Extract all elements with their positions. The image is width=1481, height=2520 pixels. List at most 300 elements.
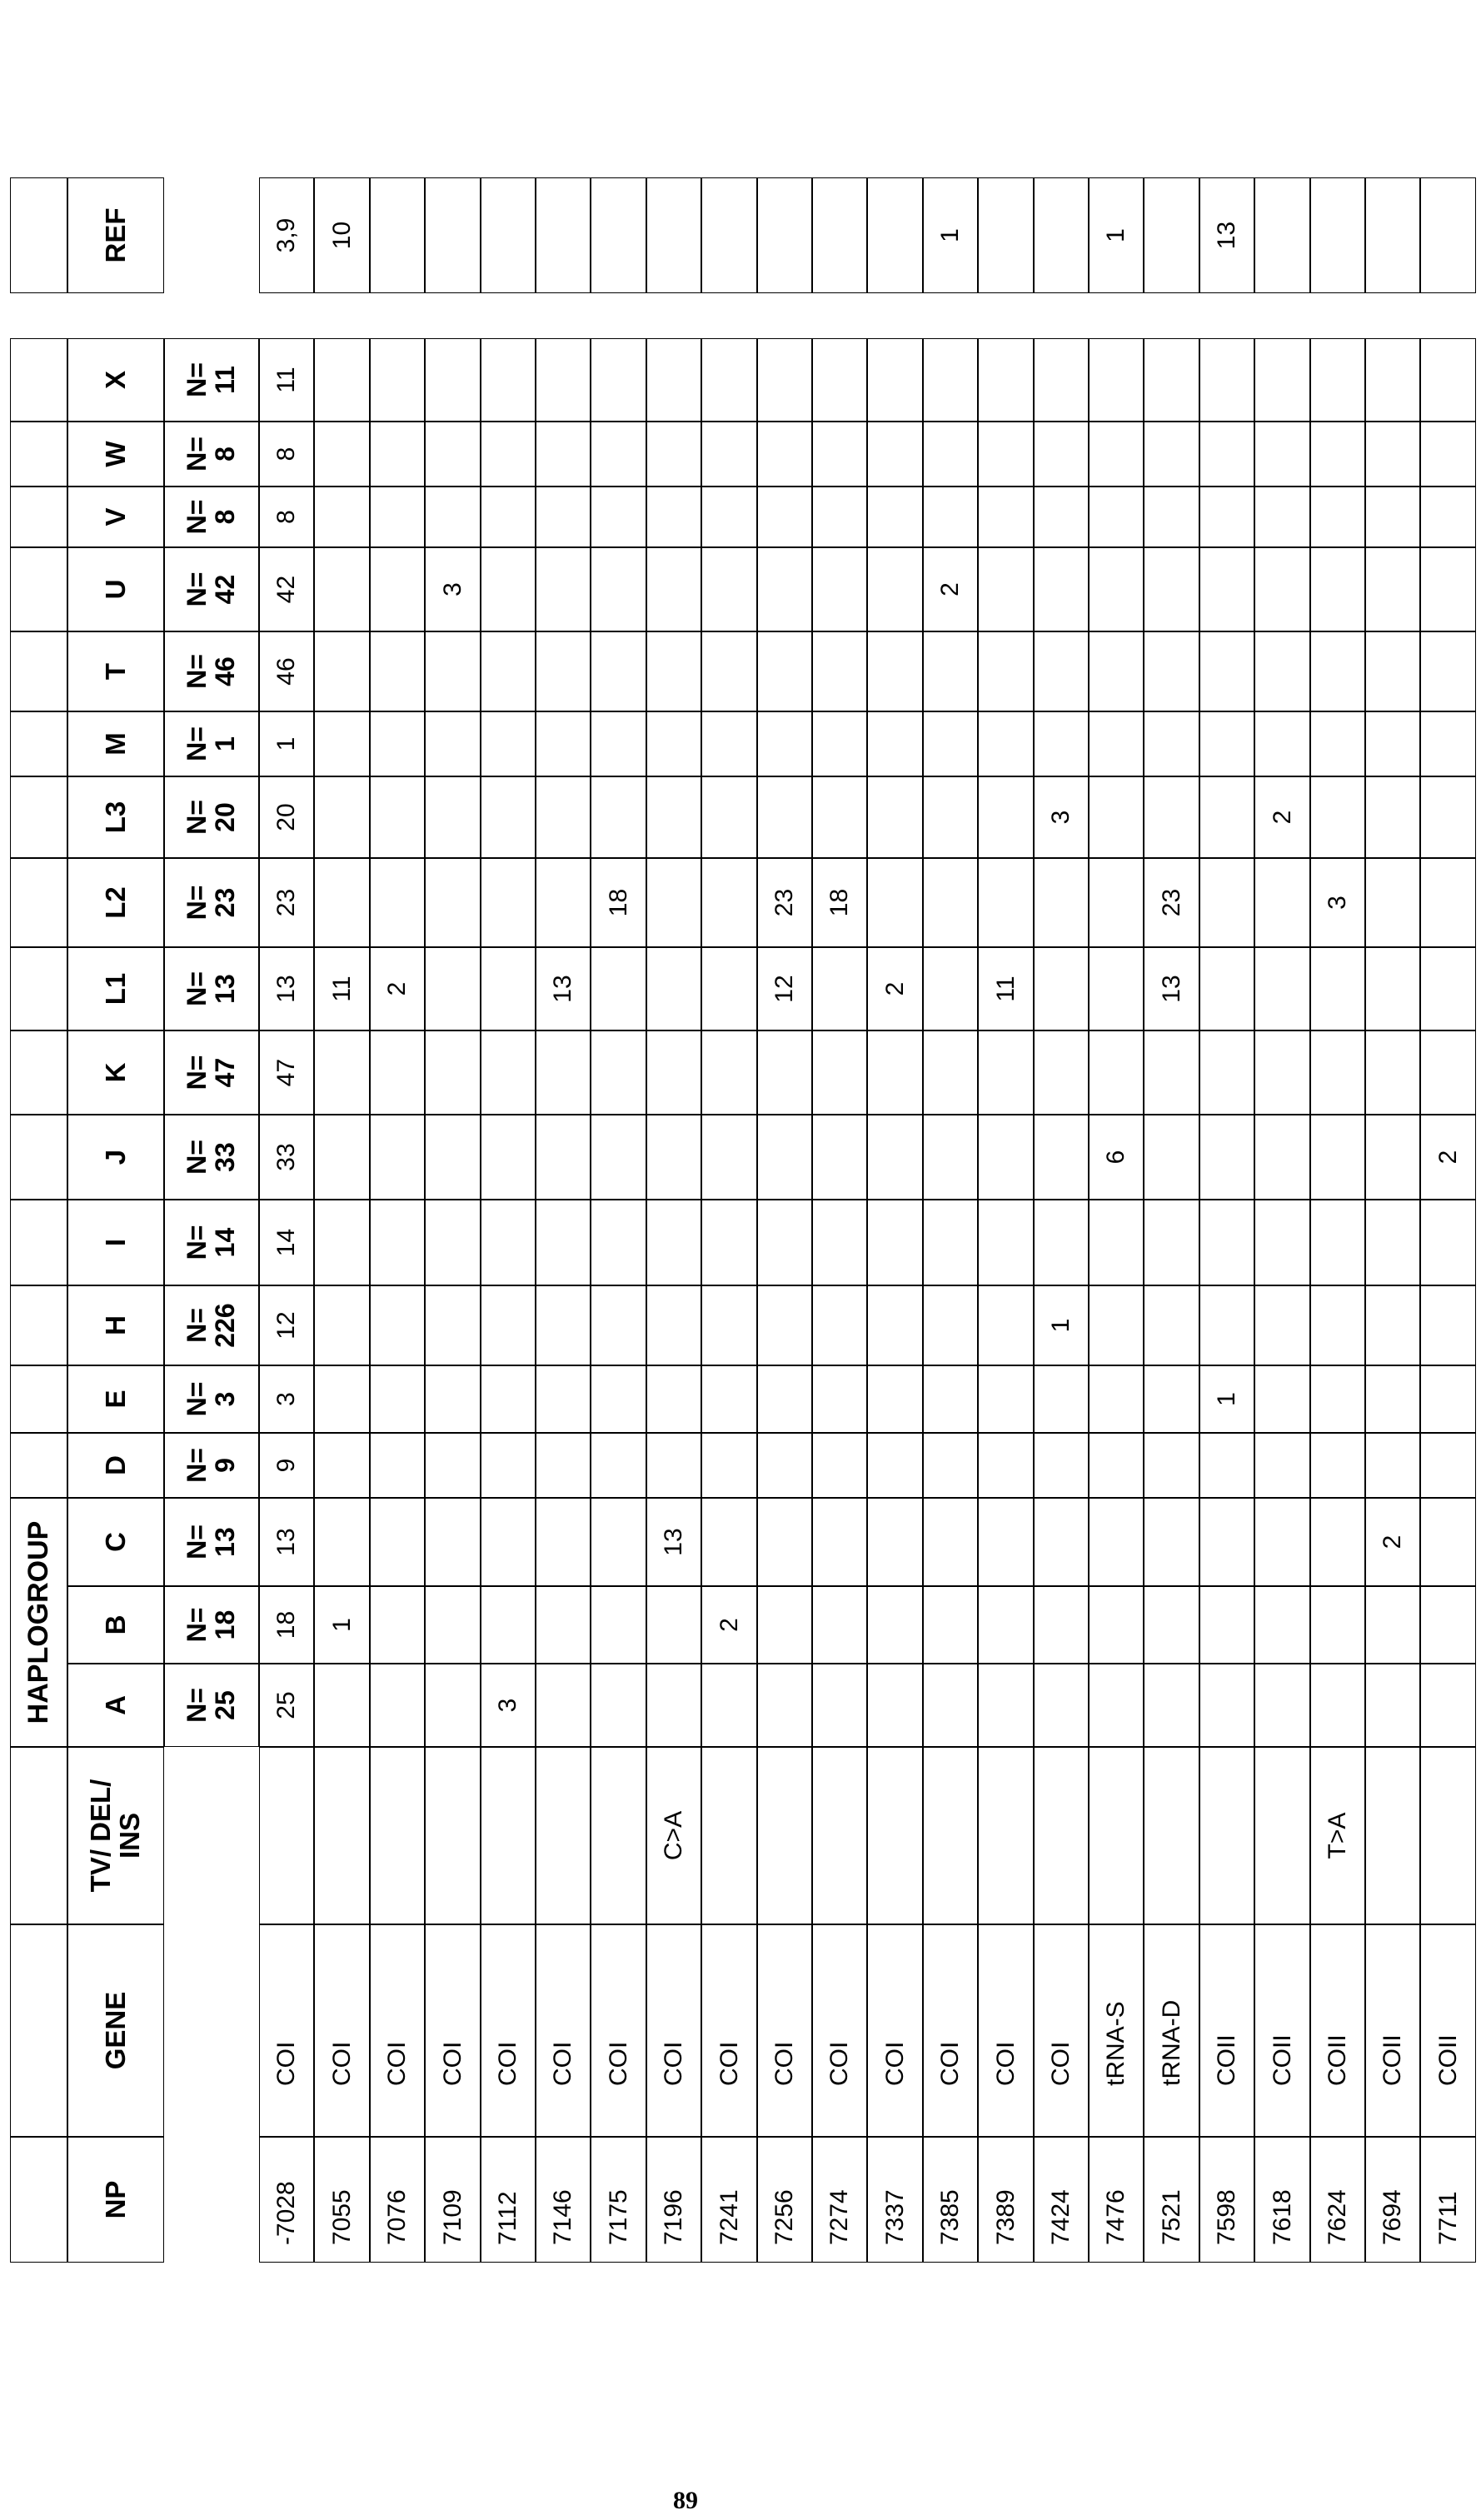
table-cell-count-T [923, 631, 978, 711]
table-cell-np: 7274 [812, 2137, 867, 2263]
table-cell-tv [425, 1747, 480, 1924]
table-cell-count-W [1254, 422, 1309, 487]
table-cell-count-M [1254, 711, 1309, 776]
table-cell-count-L2: 18 [812, 858, 867, 947]
table-cell-count-B [1199, 1586, 1254, 1664]
table-cell-gene: COI [370, 1924, 425, 2137]
table-cell-count-X [1420, 338, 1475, 422]
table-cell-count-D [591, 1433, 646, 1498]
table-cell-count-I [1420, 1200, 1475, 1285]
table-cell-count-K [1420, 1030, 1475, 1115]
table-cell-count-L2 [646, 858, 701, 947]
table-cell-count-L3 [370, 776, 425, 858]
table-cell-count-X [370, 338, 425, 422]
table-cell-count-J [591, 1115, 646, 1200]
table-cell-count-D [481, 1433, 536, 1498]
table-cell-count-I [757, 1200, 812, 1285]
table-cell-count-D [701, 1433, 756, 1498]
haplogroup-V-sample-size: N= 8 [164, 487, 259, 547]
table-cell-count-C [978, 1498, 1033, 1586]
table-cell-count-H: 1 [1034, 1285, 1089, 1365]
haplogroup-header-band [10, 338, 67, 422]
table-cell-ref: 10 [314, 177, 369, 293]
table-cell-count-D [370, 1433, 425, 1498]
table-cell-count-U [978, 547, 1033, 631]
table-cell-gene: COI [923, 1924, 978, 2137]
table-cell-count-L2: 18 [591, 858, 646, 947]
table-cell-count-K [1089, 1030, 1144, 1115]
table-cell-count-A [1310, 1664, 1365, 1747]
table-cell-ref [370, 177, 425, 293]
table-cell-count-B [1254, 1586, 1309, 1664]
table-cell-count-W [867, 422, 922, 487]
table-cell-count-L3 [923, 776, 978, 858]
table-cell-count-X: 11 [259, 338, 314, 422]
table-cell-count-U [1199, 547, 1254, 631]
table-cell-count-H [1144, 1285, 1199, 1365]
table-cell-count-X [1144, 338, 1199, 422]
table-cell-gene: COI [314, 1924, 369, 2137]
table-cell-count-W [978, 422, 1033, 487]
table-cell-gene: tRNA-D [1144, 1924, 1199, 2137]
ref-column-header: REF [67, 177, 164, 293]
table-cell-count-U [701, 547, 756, 631]
table-cell-np: 7146 [536, 2137, 591, 2263]
table-cell-count-D [812, 1433, 867, 1498]
table-cell-count-M [1034, 711, 1089, 776]
table-cell-count-L3 [536, 776, 591, 858]
table-cell-gene: COI [1034, 1924, 1089, 2137]
table-cell-gene: COII [1199, 1924, 1254, 2137]
page-number: 89 [673, 2487, 698, 2515]
table-cell-count-V [978, 487, 1033, 547]
table-cell-count-C [1310, 1498, 1365, 1586]
table-cell-np: 7241 [701, 2137, 756, 2263]
table-cell-count-T [481, 631, 536, 711]
table-cell-count-L2: 23 [1144, 858, 1199, 947]
table-cell-ref [1310, 177, 1365, 293]
table-cell-count-J [536, 1115, 591, 1200]
table-cell-count-J [867, 1115, 922, 1200]
table-cell-count-K [646, 1030, 701, 1115]
table-cell-count-I [1089, 1200, 1144, 1285]
table-cell-count-C [591, 1498, 646, 1586]
table-cell-count-V [1365, 487, 1420, 547]
table-cell-count-D [314, 1433, 369, 1498]
table-cell-count-H [536, 1285, 591, 1365]
table-cell-count-M [978, 711, 1033, 776]
table-cell-count-L1 [1089, 947, 1144, 1030]
table-cell-count-J [481, 1115, 536, 1200]
table-cell-count-J: 2 [1420, 1115, 1475, 1200]
table-cell-count-H [481, 1285, 536, 1365]
table-cell-count-A [867, 1664, 922, 1747]
table-cell-count-D [1254, 1433, 1309, 1498]
table-cell-ref [536, 177, 591, 293]
table-cell-np: 7256 [757, 2137, 812, 2263]
table-cell-count-K [1144, 1030, 1199, 1115]
table-cell-count-J [1254, 1115, 1309, 1200]
table-cell-count-L3 [1365, 776, 1420, 858]
table-cell-count-D [867, 1433, 922, 1498]
table-cell-tv [314, 1747, 369, 1924]
table-cell-count-K [314, 1030, 369, 1115]
table-cell-count-U [1420, 547, 1475, 631]
table-cell-count-T [978, 631, 1033, 711]
table-cell-ref: 3,9 [259, 177, 314, 293]
table-cell-count-K [978, 1030, 1033, 1115]
table-cell-count-M [591, 711, 646, 776]
table-cell-count-A [591, 1664, 646, 1747]
haplogroup-L2-sample-size: N= 23 [164, 858, 259, 947]
table-cell-count-T [1365, 631, 1420, 711]
table-cell-count-L2 [481, 858, 536, 947]
table-cell-count-D [1365, 1433, 1420, 1498]
table-cell-ref [481, 177, 536, 293]
table-cell-count-C [1254, 1498, 1309, 1586]
table-cell-count-B [591, 1586, 646, 1664]
table-cell-count-L3 [812, 776, 867, 858]
table-cell-count-I [370, 1200, 425, 1285]
table-cell-count-L2 [923, 858, 978, 947]
table-cell-gene: COII [1420, 1924, 1475, 2137]
table-cell-count-M [370, 711, 425, 776]
table-cell-count-L1 [1310, 947, 1365, 1030]
table-cell-np: 7694 [1365, 2137, 1420, 2263]
table-cell-count-T [1089, 631, 1144, 711]
table-cell-count-B: 1 [314, 1586, 369, 1664]
table-cell-count-V [1310, 487, 1365, 547]
table-cell-count-L2 [536, 858, 591, 947]
table-cell-count-D [1199, 1433, 1254, 1498]
table-cell-count-L1: 11 [978, 947, 1033, 1030]
table-cell-tv [536, 1747, 591, 1924]
table-cell-count-L3: 3 [1034, 776, 1089, 858]
table-cell-count-E [701, 1365, 756, 1433]
table-cell-ref [701, 177, 756, 293]
table-cell-count-H [370, 1285, 425, 1365]
table-cell-count-T [1144, 631, 1199, 711]
table-cell-tv [1199, 1747, 1254, 1924]
table-cell-count-I [1144, 1200, 1199, 1285]
table-cell-count-C [370, 1498, 425, 1586]
table-cell-count-T [1310, 631, 1365, 711]
table-cell-count-H [923, 1285, 978, 1365]
table-cell-count-H [978, 1285, 1033, 1365]
table-cell-count-L2 [867, 858, 922, 947]
table-cell-count-J [1365, 1115, 1420, 1200]
table-cell-count-I [1199, 1200, 1254, 1285]
table-cell-count-J [646, 1115, 701, 1200]
haplogroup-T-header: T [67, 631, 164, 711]
table-cell-count-H [591, 1285, 646, 1365]
table-cell-count-U: 3 [425, 547, 480, 631]
table-cell-ref: 1 [1089, 177, 1144, 293]
table-cell-count-H [757, 1285, 812, 1365]
table-cell-count-L3 [757, 776, 812, 858]
table-cell-count-K [1310, 1030, 1365, 1115]
table-cell-count-M: 1 [259, 711, 314, 776]
table-cell-count-A [1089, 1664, 1144, 1747]
table-cell-count-K: 47 [259, 1030, 314, 1115]
table-cell-count-L2 [425, 858, 480, 947]
table-cell-ref: 13 [1199, 177, 1254, 293]
haplogroup-L3-sample-size: N= 20 [164, 776, 259, 858]
table-cell-count-E [481, 1365, 536, 1433]
table-cell-count-D [1420, 1433, 1475, 1498]
table-cell-count-V [481, 487, 536, 547]
table-cell-count-T [646, 631, 701, 711]
table-cell-count-C [1420, 1498, 1475, 1586]
table-cell-np: 7598 [1199, 2137, 1254, 2263]
table-cell-count-L1 [646, 947, 701, 1030]
table-cell-count-X [425, 338, 480, 422]
table-cell-count-K [481, 1030, 536, 1115]
table-cell-gene: COI [425, 1924, 480, 2137]
haplogroup-header-band [10, 1200, 67, 1285]
table-cell-count-W [923, 422, 978, 487]
table-cell-count-U [591, 547, 646, 631]
table-cell-count-A [646, 1664, 701, 1747]
haplogroup-header-band [10, 422, 67, 487]
table-cell-ref [757, 177, 812, 293]
table-cell-count-W: 8 [259, 422, 314, 487]
table-cell-np: 7385 [923, 2137, 978, 2263]
table-cell-count-J: 6 [1089, 1115, 1144, 1200]
table-cell-count-M [757, 711, 812, 776]
table-cell-count-A [757, 1664, 812, 1747]
table-cell-count-V [1420, 487, 1475, 547]
table-cell-count-L3 [978, 776, 1033, 858]
table-cell-count-H [314, 1285, 369, 1365]
table-cell-count-V [1254, 487, 1309, 547]
haplogroup-L1-header: L1 [67, 947, 164, 1030]
table-cell-count-U [646, 547, 701, 631]
table-cell-count-B [867, 1586, 922, 1664]
np-header-band [10, 2137, 67, 2263]
table-cell-tv [591, 1747, 646, 1924]
table-cell-count-B [370, 1586, 425, 1664]
table-cell-count-L1 [425, 947, 480, 1030]
table-cell-count-L1 [1365, 947, 1420, 1030]
table-cell-count-E [1034, 1365, 1089, 1433]
table-cell-count-B [1144, 1586, 1199, 1664]
table-cell-count-L1 [1034, 947, 1089, 1030]
table-cell-tv [1365, 1747, 1420, 1924]
table-cell-ref [425, 177, 480, 293]
table-cell-count-L2 [978, 858, 1033, 947]
haplogroup-T-sample-size: N= 46 [164, 631, 259, 711]
haplogroup-header-band [10, 547, 67, 631]
table-cell-count-D [1310, 1433, 1365, 1498]
haplogroup-K-header: K [67, 1030, 164, 1115]
table-cell-gene: COI [259, 1924, 314, 2137]
np-column-header: NP [67, 2137, 164, 2263]
table-cell-count-E [370, 1365, 425, 1433]
table-cell-count-J [812, 1115, 867, 1200]
table-cell-count-I [425, 1200, 480, 1285]
table-cell-count-L2: 23 [757, 858, 812, 947]
table-cell-count-A [701, 1664, 756, 1747]
table-cell-count-A [1365, 1664, 1420, 1747]
table-cell-count-A [923, 1664, 978, 1747]
table-cell-count-M [1420, 711, 1475, 776]
haplogroup-U-sample-size: N= 42 [164, 547, 259, 631]
table-cell-count-D [1089, 1433, 1144, 1498]
table-cell-count-M [1199, 711, 1254, 776]
table-cell-count-X [591, 338, 646, 422]
table-cell-count-X [1034, 338, 1089, 422]
table-cell-count-U [1089, 547, 1144, 631]
table-cell-count-L3 [646, 776, 701, 858]
table-cell-count-I [1254, 1200, 1309, 1285]
table-cell-gene: COI [978, 1924, 1033, 2137]
table-cell-count-D [978, 1433, 1033, 1498]
table-cell-count-U [1144, 547, 1199, 631]
table-cell-count-J [370, 1115, 425, 1200]
haplogroup-header-band [10, 858, 67, 947]
haplogroup-M-header: M [67, 711, 164, 776]
table-cell-ref [591, 177, 646, 293]
haplogroup-header-band [10, 487, 67, 547]
table-cell-count-E: 1 [1199, 1365, 1254, 1433]
table-cell-count-U [314, 547, 369, 631]
table-cell-count-L3 [314, 776, 369, 858]
table-cell-count-K [591, 1030, 646, 1115]
table-cell-count-W [370, 422, 425, 487]
table-cell-count-A [812, 1664, 867, 1747]
table-cell-count-L1: 13 [536, 947, 591, 1030]
table-cell-tv [812, 1747, 867, 1924]
table-cell-count-W [812, 422, 867, 487]
table-cell-count-C [1144, 1498, 1199, 1586]
haplogroup-A-header: A [67, 1664, 164, 1747]
table-cell-count-L3 [481, 776, 536, 858]
table-cell-count-M [923, 711, 978, 776]
haplogroup-M-sample-size: N= 1 [164, 711, 259, 776]
table-cell-count-E [591, 1365, 646, 1433]
haplogroup-X-sample-size: N= 11 [164, 338, 259, 422]
table-cell-count-X [314, 338, 369, 422]
table-cell-count-W [1199, 422, 1254, 487]
table-cell-count-L1: 2 [370, 947, 425, 1030]
table-cell-count-B [646, 1586, 701, 1664]
table-cell-count-A [1420, 1664, 1475, 1747]
table-cell-count-W [1034, 422, 1089, 487]
table-cell-np: 7624 [1310, 2137, 1365, 2263]
table-cell-count-L1: 12 [757, 947, 812, 1030]
table-cell-np: 7618 [1254, 2137, 1309, 2263]
table-cell-count-A: 25 [259, 1664, 314, 1747]
table-cell-np: -7028 [259, 2137, 314, 2263]
table-cell-count-H: 12 [259, 1285, 314, 1365]
table-cell-count-V [812, 487, 867, 547]
table-cell-count-A: 3 [481, 1664, 536, 1747]
table-cell-count-J [1310, 1115, 1365, 1200]
table-cell-np: 7175 [591, 2137, 646, 2263]
table-cell-count-I [1310, 1200, 1365, 1285]
table-cell-count-I [646, 1200, 701, 1285]
table-cell-count-J [1144, 1115, 1199, 1200]
haplogroup-A-sample-size: N= 25 [164, 1664, 259, 1747]
haplogroup-H-header: H [67, 1285, 164, 1365]
table-cell-count-I [481, 1200, 536, 1285]
table-cell-count-T [1254, 631, 1309, 711]
table-cell-gene: COII [1365, 1924, 1420, 2137]
table-cell-count-X [812, 338, 867, 422]
table-cell-count-J [757, 1115, 812, 1200]
table-cell-np: 7521 [1144, 2137, 1199, 2263]
table-cell-count-W [481, 422, 536, 487]
table-cell-count-H [1420, 1285, 1475, 1365]
table-cell-count-K [701, 1030, 756, 1115]
haplogroup-header-band [10, 1285, 67, 1365]
table-cell-count-W [591, 422, 646, 487]
table-cell-count-L2 [1254, 858, 1309, 947]
table-cell-count-M [1365, 711, 1420, 776]
table-cell-ref [1420, 177, 1475, 293]
table-cell-count-L2 [1034, 858, 1089, 947]
tv-column-header: TV/ DEL/ INS [67, 1747, 164, 1924]
table-cell-np: 7109 [425, 2137, 480, 2263]
haplogroup-J-sample-size: N= 33 [164, 1115, 259, 1200]
table-cell-count-D [1144, 1433, 1199, 1498]
table-cell-ref [1144, 177, 1199, 293]
table-cell-count-K [757, 1030, 812, 1115]
table-cell-ref [812, 177, 867, 293]
table-cell-count-D [425, 1433, 480, 1498]
table-cell-count-T [425, 631, 480, 711]
haplogroup-header-band [10, 631, 67, 711]
table-cell-count-A [1144, 1664, 1199, 1747]
table-cell-count-B: 2 [701, 1586, 756, 1664]
haplogroup-L2-header: L2 [67, 858, 164, 947]
gene-header-band [10, 1924, 67, 2137]
table-cell-count-A [1034, 1664, 1089, 1747]
table-cell-count-T [314, 631, 369, 711]
haplogroup-K-sample-size: N= 47 [164, 1030, 259, 1115]
table-cell-count-L1 [701, 947, 756, 1030]
table-cell-count-E [867, 1365, 922, 1433]
table-cell-gene: COI [481, 1924, 536, 2137]
table-cell-gene: COI [701, 1924, 756, 2137]
table-cell-count-X [978, 338, 1033, 422]
table-cell-count-D [536, 1433, 591, 1498]
table-cell-count-L2 [701, 858, 756, 947]
table-cell-count-C: 2 [1365, 1498, 1420, 1586]
table-cell-count-I [1034, 1200, 1089, 1285]
table-cell-count-X [481, 338, 536, 422]
table-cell-tv [978, 1747, 1033, 1924]
haplogroup-D-sample-size: N= 9 [164, 1433, 259, 1498]
table-cell-count-W [1365, 422, 1420, 487]
table-cell-count-X [1199, 338, 1254, 422]
table-cell-count-V [425, 487, 480, 547]
table-cell-count-I [701, 1200, 756, 1285]
table-cell-count-V [536, 487, 591, 547]
table-cell-count-U [370, 547, 425, 631]
table-cell-count-B [1310, 1586, 1365, 1664]
table-cell-tv [370, 1747, 425, 1924]
haplogroup-X-header: X [67, 338, 164, 422]
table-cell-count-L1 [812, 947, 867, 1030]
table-cell-count-M [481, 711, 536, 776]
table-cell-count-L3 [591, 776, 646, 858]
table-cell-count-C [867, 1498, 922, 1586]
table-cell-count-V [646, 487, 701, 547]
table-cell-count-T [1199, 631, 1254, 711]
table-cell-count-M [1089, 711, 1144, 776]
